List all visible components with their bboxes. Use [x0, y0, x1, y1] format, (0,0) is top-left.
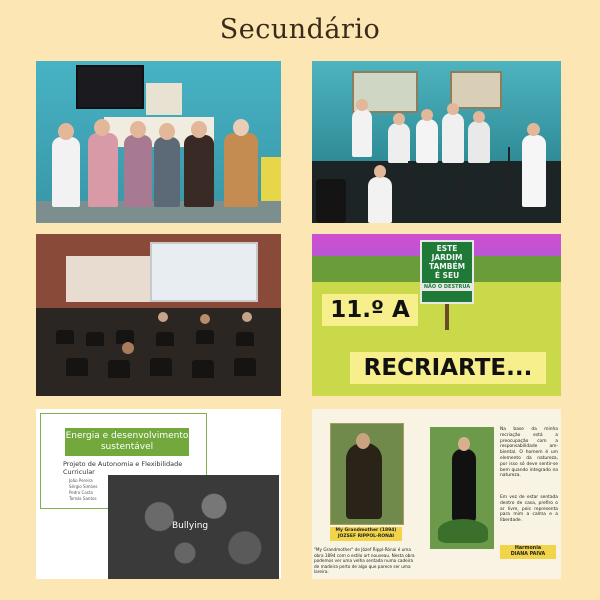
sign-line: TAMBÉM [428, 262, 466, 271]
slides-collage [36, 409, 281, 579]
music-stand [508, 147, 510, 207]
singer [184, 135, 214, 207]
photo-figure [452, 449, 476, 521]
image-garden-recriarte [312, 234, 561, 396]
seat [236, 332, 254, 346]
seat [108, 360, 130, 378]
seat [196, 330, 214, 344]
sign-line: NÃO O DESTRUA [423, 284, 471, 290]
sign-line: É SEU [434, 271, 460, 280]
musician-head [473, 111, 485, 123]
photo-choir [36, 61, 281, 223]
sign-post [445, 304, 449, 330]
seat [56, 330, 74, 344]
musician [468, 121, 490, 163]
painting-caption: My Grandmother (1894) JOZSEF RIPPOL-RONAI [330, 527, 402, 541]
conductor-head [527, 123, 540, 136]
musician [442, 113, 464, 163]
musician-head [393, 113, 405, 125]
slide-subtitle: Projeto de Autonomia e Flexibilidade Curricular [63, 460, 183, 476]
painting-face [356, 433, 370, 449]
audience-head [242, 312, 252, 322]
musician-head [447, 103, 459, 115]
audience-head [200, 314, 210, 324]
art-recreation [312, 409, 561, 579]
singer [88, 133, 118, 207]
photo-auditorium [36, 234, 281, 396]
singer-head [233, 119, 249, 136]
project-label: RECRIARTE... [350, 352, 546, 384]
photo-orchestra [312, 61, 561, 223]
musician [352, 109, 372, 157]
recreation-text: Na base da minha recriação está a preocupação com a responsabilidade am-biental. O homem é um elemento da natureza, por isso só deve sentir-se bem quando integrado na natureza. [500, 427, 558, 479]
tv-screen [76, 65, 144, 109]
seat [150, 358, 172, 376]
singer [154, 137, 180, 207]
musician-head [421, 109, 433, 121]
singer-head [130, 121, 146, 138]
painting-description: "My Grandmother" de Józef Rippl-Rónai é uma obra 1894 com o estilo art nouveau. Nesta obra podemos ver uma velha sentada numa cadeira de madeira perto de algo que parece ser uma lareira. [314, 547, 415, 574]
painting-figure [346, 443, 382, 519]
singer-head [191, 121, 207, 138]
photo-face [458, 437, 470, 451]
audience-head [122, 342, 134, 354]
musician [368, 177, 392, 223]
musician-head [374, 165, 386, 178]
recreation-text: Em vez de estar sentada dentro de casa, prefiro o ar livre, pois representa para mim a calma e a liberdade. [500, 495, 558, 524]
seat [66, 358, 88, 376]
musician [388, 123, 410, 163]
yellow-bin [261, 157, 281, 201]
music-stand [462, 163, 464, 203]
singer-head [94, 119, 110, 136]
audience-head [158, 312, 168, 322]
singer-head [58, 123, 74, 140]
singer [224, 133, 258, 207]
slide-title: Bullying [172, 521, 209, 531]
seat [192, 360, 214, 378]
slide-authors: João Pereira Sérgio Simões Pedro Costa Tomás Santos [69, 478, 98, 501]
music-stand [408, 161, 410, 201]
page-title: Secundário [219, 14, 381, 45]
singer [124, 135, 152, 207]
slide-bullying [108, 475, 279, 579]
tree-mural [66, 256, 162, 302]
projection-screen [150, 242, 258, 302]
sign-line: ESTE JARDIM [431, 244, 463, 262]
garden-sign [420, 240, 474, 304]
musician [416, 119, 438, 163]
class-label: 11.º A [322, 294, 418, 326]
recreation-caption: Harmonia DIANA PAIVA [500, 545, 556, 559]
seat [156, 332, 174, 346]
musician-head [356, 99, 368, 111]
seat [234, 358, 256, 376]
singer-head [159, 123, 175, 140]
speaker [316, 179, 346, 223]
singer [52, 137, 80, 207]
conductor [522, 135, 546, 207]
photo-plant [438, 519, 488, 543]
notice-board [146, 83, 182, 115]
notice-board [450, 71, 502, 109]
seat [86, 332, 104, 346]
slide-title: Energia e desenvolvimento sustentável [65, 428, 189, 456]
